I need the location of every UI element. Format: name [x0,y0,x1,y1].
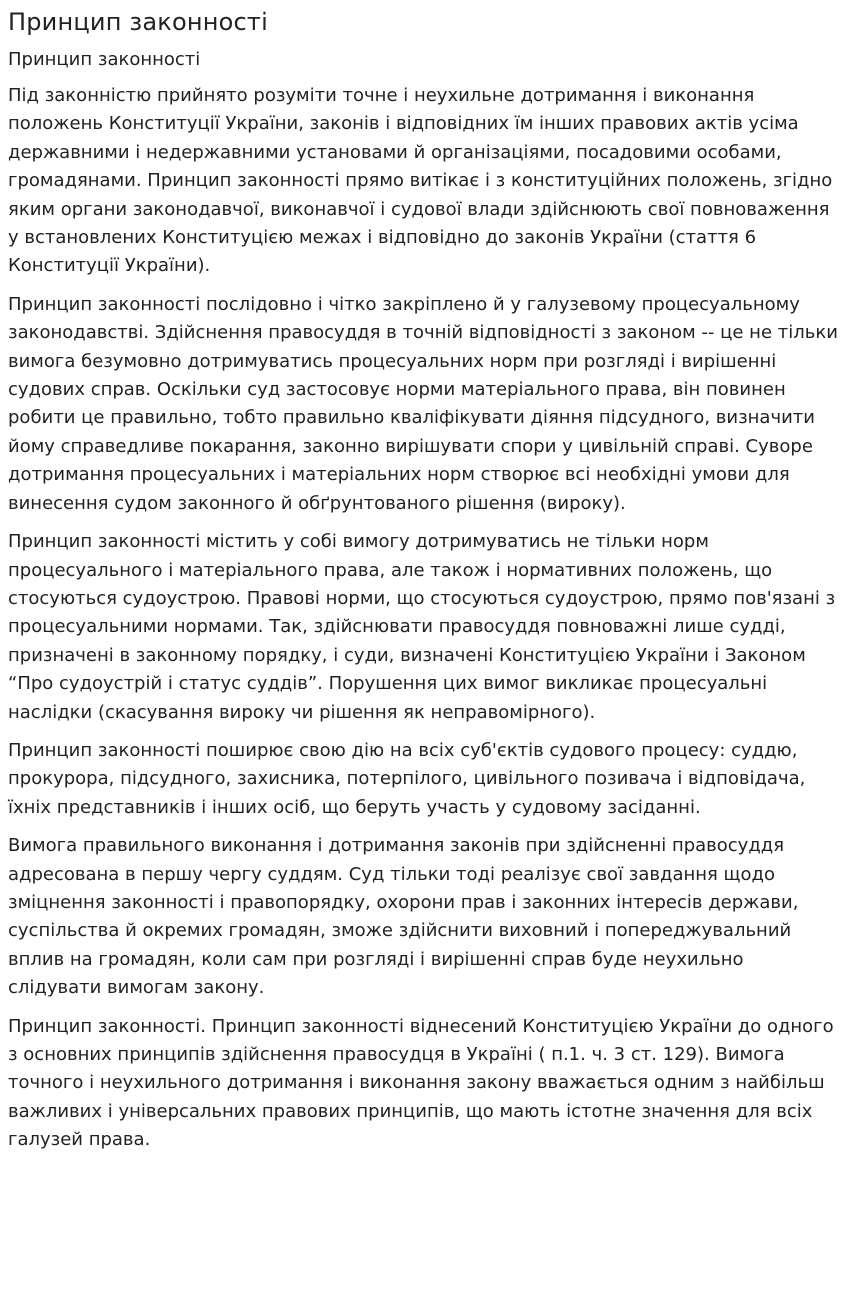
paragraph-6: Принцип законності. Принцип законності віднесений Конституцією України до одного з основних принципів здійснення правосудця в Україні ( п.1. ч. 3 ст. 129). Вимога точного і неухильного дотримання і виконання закону вважається одним з найбільш важливих і універсальних правових принципів, що мають істотне значення для всіх галузей права. [8,1015,834,1151]
page-title: Принцип законності [8,8,268,36]
paragraph-5: Вимога правильного виконання і дотримання законів при здійсненні правосуддя адресована в першу чергу суддям. Суд тільки тоді реалізує свої завдання щодо зміцнення законності і правопорядку, охорони прав і законних інтересів держави, суспільства й окремих громадян, зможе здійснити виховний і попереджувальний вплив на громадян, коли сам при розгляді і вирішенні справ буде неухильно слідувати вимогам закону. [8,835,799,999]
section-heading: Принцип законності [8,49,201,70]
paragraph-4: Принцип законності поширює свою дію на всіх суб'єктів судового процесу: суддю, прокурора, підсудного, захисника, потерпілого, цивільного позивача і відповідача, їхніх представників і інших осіб, що беруть участь у судовому засіданні. [8,739,806,818]
paragraph-2: Принцип законності послідовно і чітко закріплено й у галузевому процесуальному законодавстві. Здійснення правосуддя в точній відповідності з законом -- це не тільки вимога безумовно дотримуватись процесуальних норм при розгляді і вирішенні судових справ. Оскільки суд застосовує норми матеріального права, він повинен робити це правильно, тобто правильно кваліфікувати діяння підсудного, визначити йому справедливе покарання, законно вирішувати спори у цивільній справі. Суворе дотримання процесуальних і матеріальних норм створює всі необхідні умови для винесення судом законного й обґрунтованого рішення (вироку). [8,293,838,514]
paragraph-3: Принцип законності містить у собі вимогу дотримуватись не тільки норм процесуального і матеріального права, але також і нормативних положень, що стосуються судоустрою. Правові норми, що стосуються судоустрою, прямо пов'язані з процесуальними нормами. Так, здійснювати правосуддя повноважні лише судді, призначені в законному порядку, і суди, визначені Конституцією України і Законом “Про судоустрій і статус суддів”. Порушення цих вимог викликає процесуальні наслідки (скасування вироку чи рішення як неправомірного). [8,531,836,723]
paragraph-1: Під законністю прийнято розуміти точне і неухильне дотримання і виконання положень Конституції України, законів і відповідних їм інших правових актів усіма державними і недержавними установами й організаціями, посадовими особами, громадянами. Принцип законності прямо витікає і з конституційних положень, згідно яким органи законодавчої, виконавчої і судової влади здійснюють свої повноваження у встановлених Конституцією межах і відповідно до законів України (стаття 6 Конституції України). [8,85,833,277]
